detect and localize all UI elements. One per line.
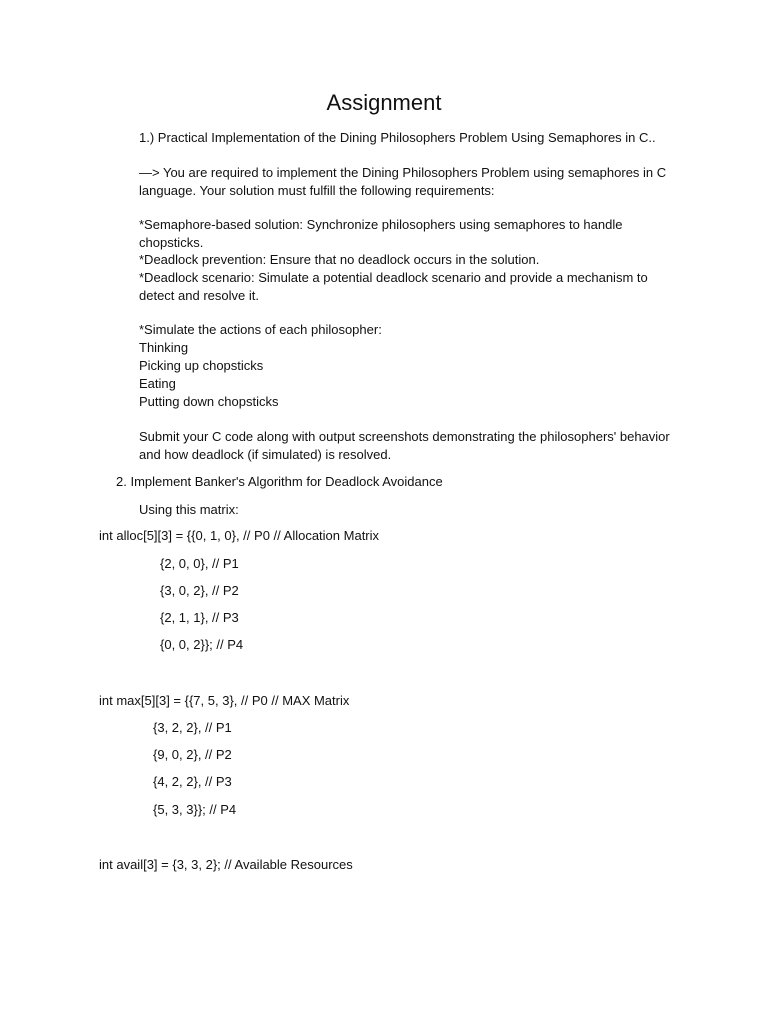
action-item: Thinking <box>139 340 189 355</box>
max-line: {3, 2, 2}, // P1 <box>153 720 232 735</box>
requirement-semaphore: *Semaphore-based solution: Synchronize philosophers using semaphores to handle chopsticks. <box>139 217 623 250</box>
submission-instructions: Submit your C code along with output screenshots demonstrating the philosophers' behavior and how deadlock (if simulated) is resolved. <box>139 429 670 462</box>
requirement-deadlock-scenario: *Deadlock scenario: Simulate a potential deadlock scenario and provide a mechanism to detect and resolve it. <box>139 270 648 303</box>
page-title: Assignment <box>326 90 442 115</box>
requirement-deadlock-prevention: *Deadlock prevention: Ensure that no deadlock occurs in the solution. <box>139 252 540 267</box>
alloc-line: int alloc[5][3] = {{0, 1, 0}, // P0 // Allocation Matrix <box>99 528 380 543</box>
alloc-line: {3, 0, 2}, // P2 <box>160 583 239 598</box>
question-1-intro: —> You are required to implement the Dining Philosophers Problem using semaphores in C language. Your solution must fulfill the following requirements: <box>139 165 667 198</box>
actions-heading: *Simulate the actions of each philosopher: <box>139 322 382 337</box>
alloc-line: {0, 0, 2}}; // P4 <box>160 637 244 652</box>
action-item: Eating <box>139 376 176 391</box>
alloc-line: {2, 0, 0}, // P1 <box>160 556 239 571</box>
avail-line: int avail[3] = {3, 3, 2}; // Available Resources <box>99 857 353 872</box>
question-2-heading: 2. Implement Banker's Algorithm for Deadlock Avoidance <box>116 474 443 489</box>
max-line: {5, 3, 3}}; // P4 <box>153 802 237 817</box>
alloc-line: {2, 1, 1}, // P3 <box>160 610 239 625</box>
question-1-heading: 1.) Practical Implementation of the Dining Philosophers Problem Using Semaphores in C.. <box>139 130 656 145</box>
max-line: {4, 2, 2}, // P3 <box>153 774 232 789</box>
max-line: int max[5][3] = {{7, 5, 3}, // P0 // MAX Matrix <box>99 693 350 708</box>
max-line: {9, 0, 2}, // P2 <box>153 747 232 762</box>
action-item: Picking up chopsticks <box>139 358 264 373</box>
action-item: Putting down chopsticks <box>139 394 279 409</box>
matrix-intro: Using this matrix: <box>139 502 239 517</box>
